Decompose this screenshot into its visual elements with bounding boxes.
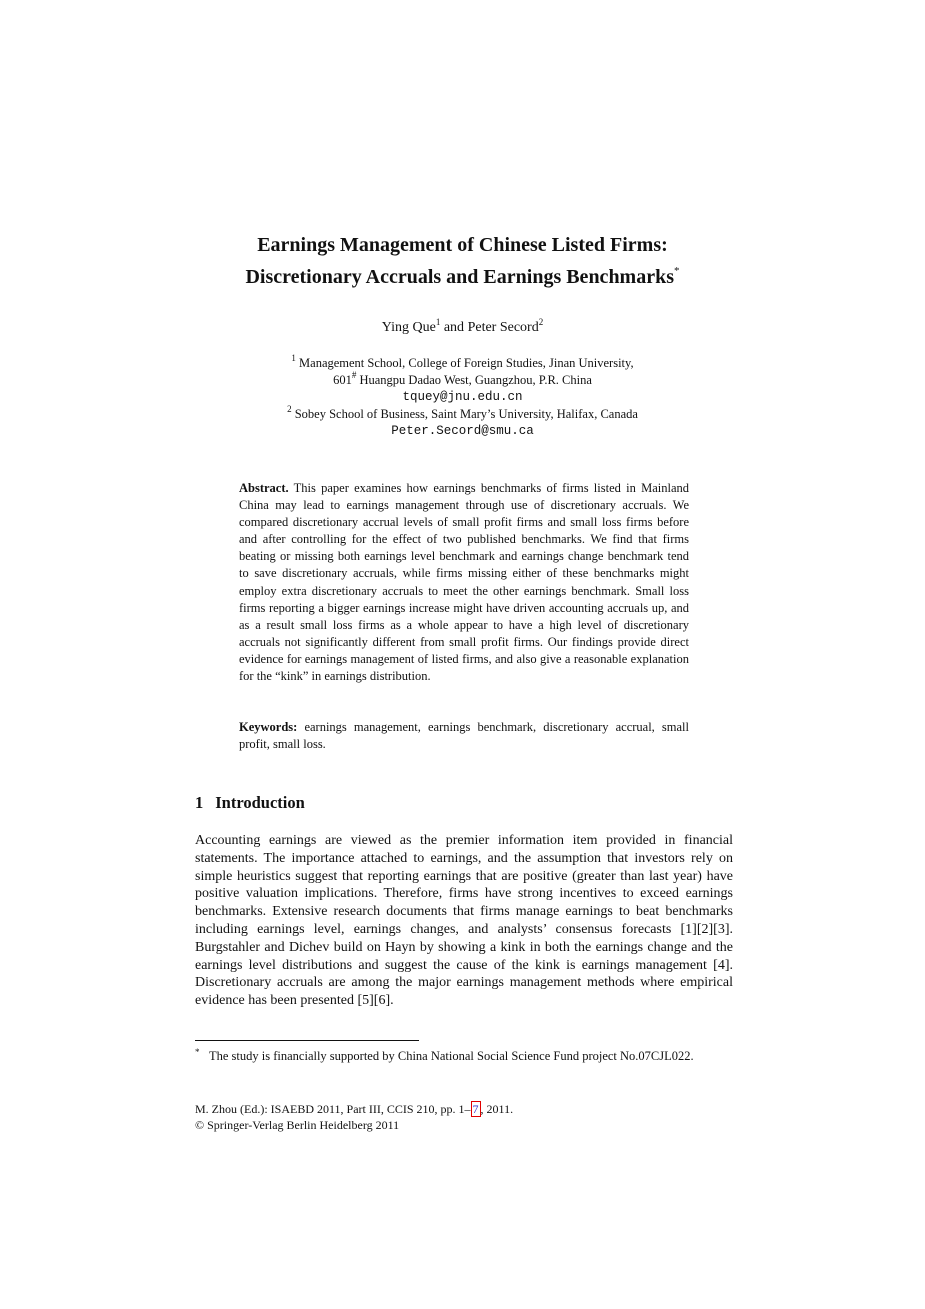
email-author-2[interactable]: Peter.Secord@smu.ca [391, 424, 534, 438]
title-line-2 [150, 258, 775, 290]
affiliation-1-address: Huangpu Dadao West, Guangzhou, P.R. China [359, 373, 592, 387]
section-number: 1 [195, 793, 204, 812]
affiliation-1-mark: 1 [291, 353, 296, 363]
affiliation-1-street-number: 601 [333, 373, 352, 387]
affiliation-2-line [150, 406, 775, 423]
author-1-name: Ying Que [381, 320, 436, 335]
citation-suffix: , 2011. [480, 1102, 514, 1116]
title-line-2-text: Discretionary Accruals and Earnings Benchmarks [245, 266, 675, 288]
author-conjunction: and [440, 320, 468, 335]
citation-line-2: © Springer-Verlag Berlin Heidelberg 2011 [195, 1118, 400, 1132]
section-title: Introduction [215, 793, 305, 812]
section-heading [195, 792, 735, 814]
footnote-text: The study is financially supported by China National Social Science Fund project No.07CJL022. [209, 1049, 694, 1063]
keywords-text: earnings management, earnings benchmark, discretionary accrual, small profit, small loss. [239, 720, 690, 752]
abstract [239, 480, 689, 685]
title-line-1: Earnings Management of Chinese Listed Firms: [257, 234, 668, 256]
affiliation-1-line-2 [150, 372, 775, 389]
citation [195, 1101, 735, 1133]
affiliation-1-street-mark: # [351, 370, 357, 380]
footnote [195, 1048, 733, 1065]
paper-title [150, 232, 775, 290]
citation-line-1 [195, 1101, 735, 1117]
intro-paragraph: Accounting earnings are viewed as the premier information item provided in financial statements. The importance attached to earnings, and the assumption that investors rely on simple heuristics suggest that reporting earnings that are positive (greater than last year) have positive valuation implications. Therefore, firms have strong incentives to exceed earnings benchmarks. Extensive research documents that firms manage earnings to beat benchmarks including earnings level, earnings changes, and analysts’ consensus forecasts [1][2][3]. Burgstahler and Dichev build on Hayn by showing a kink in both the earnings change and the earnings level distributions and suggest the cause of the kink is earnings management [4]. Discretionary accruals are among the major earnings management methods where empirical evidence has been presented [5][6]. [195, 833, 733, 1009]
affiliation-1-line-1 [150, 355, 775, 372]
author-2-name: Peter Secord [467, 320, 539, 335]
keywords [239, 719, 689, 753]
author-1-affil-mark: 1 [435, 317, 441, 327]
page-range-link[interactable]: 7 [472, 1102, 479, 1116]
author-2-affil-mark: 2 [538, 317, 544, 327]
affiliation-2-mark: 2 [287, 404, 292, 414]
affiliation-2-text: Sobey School of Business, Saint Mary’s University, Halifax, Canada [294, 407, 638, 421]
title-footnote-mark: * [674, 265, 680, 277]
footnote-divider [195, 1040, 419, 1041]
author-list [150, 319, 775, 337]
citation-prefix: M. Zhou (Ed.): ISAEBD 2011, Part III, CCIS 210, pp. 1– [195, 1102, 471, 1116]
affiliations [150, 355, 775, 440]
keywords-label: Keywords: [239, 720, 298, 734]
affiliation-1-text: Management School, College of Foreign Studies, Jinan University, [299, 356, 634, 370]
abstract-text: This paper examines how earnings benchmarks of firms listed in Mainland China may lead to earnings management through use of discretionary accruals. We compared discretionary accrual levels of small profit firms and small loss firms before and after controlling for the effect of two published benchmarks. We find that firms beating or missing both earnings level benchmark and earnings change benchmark tend to save discretionary accruals, while firms missing either of these benchmarks might employ extra discretionary accruals to meet the other earnings benchmark. Small loss firms reporting a bigger earnings increase might have driven accounting accruals up, and as a result small loss firms as a whole appear to have a high level of discretionary accruals not significantly different from small profit firms. Our findings provide direct evidence for earnings management of listed firms, and also give a reasonable explanation for the “kink” in earnings distribution. [239, 481, 689, 684]
footnote-mark: * [195, 1047, 200, 1057]
abstract-label: Abstract. [239, 481, 289, 495]
email-author-1[interactable]: tquey@jnu.edu.cn [402, 390, 523, 404]
